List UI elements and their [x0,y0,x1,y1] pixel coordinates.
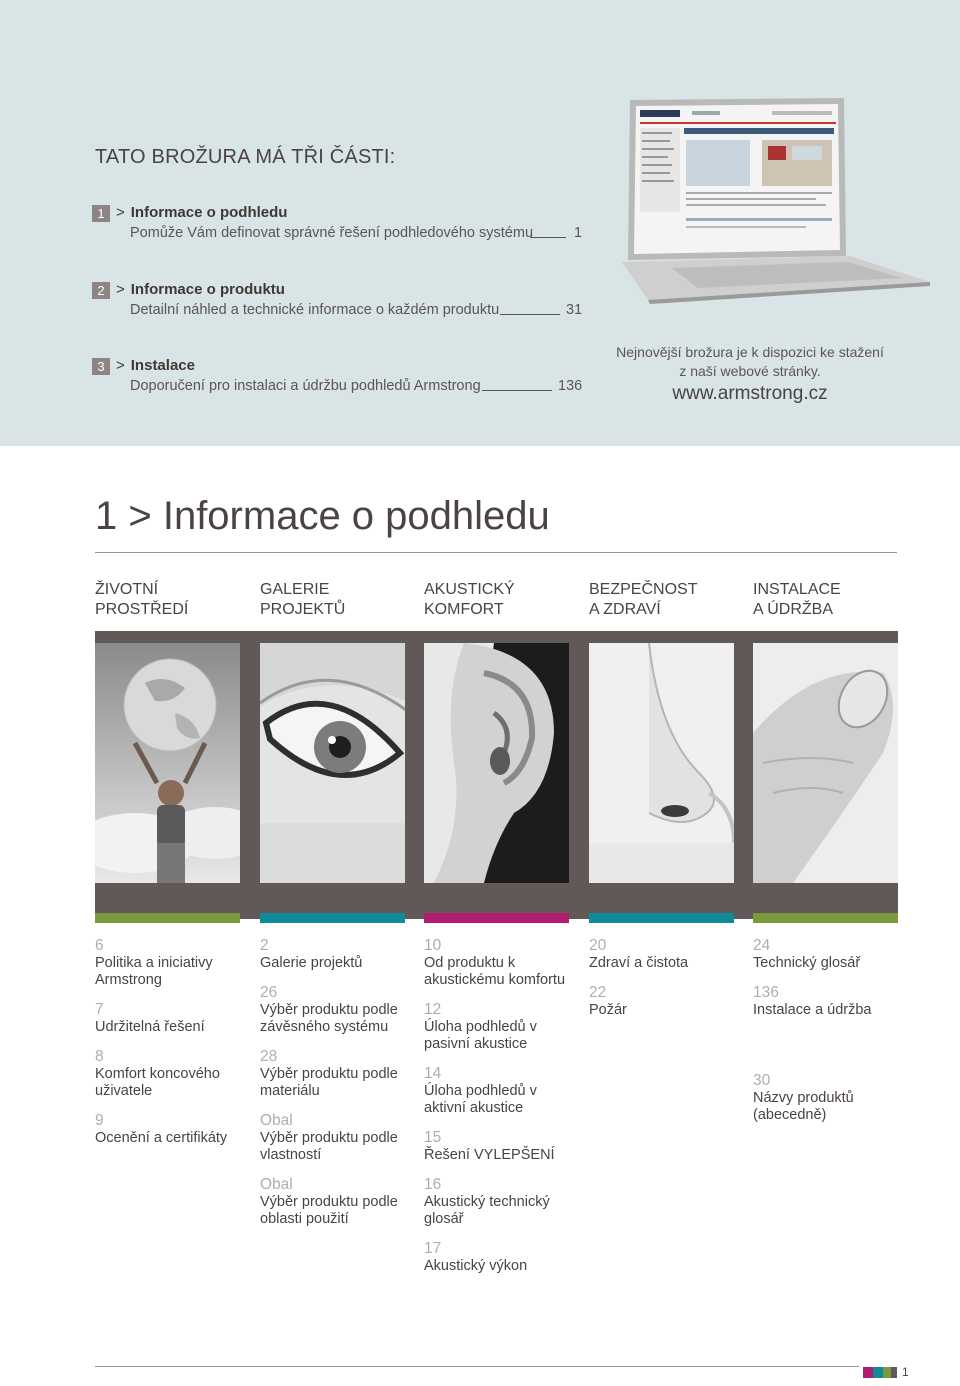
toc-entry-title: Výběr produktu podle materiálu [260,1066,398,1099]
toc-entry[interactable] [424,936,574,989]
toc-entry[interactable] [424,1175,574,1228]
toc-entry[interactable] [260,1047,410,1100]
toc-entry[interactable] [753,983,903,1019]
part-title: > Informace o produktu [116,281,285,298]
toc-entry-title: Výběr produktu podle závěsného systému [260,1002,398,1035]
toc-entry-title: Akustický výkon [424,1258,528,1274]
part-description: Doporučení pro instalaci a údržbu podhledů Armstrong [130,378,481,394]
leader-line [482,390,552,391]
toc-entry[interactable] [95,1047,245,1100]
toc-entry-title: Řešení VYLEPŠENÍ [424,1147,555,1163]
category-color-strip [424,913,569,923]
toc-entry-page: Obal [260,1176,293,1193]
toc-entry[interactable] [424,1239,574,1275]
ear-photo [424,643,569,883]
part-description: Pomůže Vám definovat správné řešení podhledového systému [130,225,534,241]
toc-entry[interactable] [260,1111,410,1164]
toc-entry[interactable] [753,1071,903,1124]
toc-entry-title: Zdraví a čistota [589,955,689,971]
part-page-number: 31 [566,302,583,318]
category-color-strip [95,913,240,923]
download-note: Nejnovější brožura je k dispozici ke stažení z naší webové stránky. [616,344,884,379]
footer-color-square [891,1367,897,1378]
toc-entry[interactable] [260,983,410,1036]
toc-entry-title: Ocenění a certifikáty [95,1130,228,1146]
nose-photo [589,643,734,883]
toc-entry-page: 7 [95,1001,104,1018]
toc-entry-page: 16 [424,1176,442,1193]
section-title: 1 > Informace o podhledu [95,494,550,538]
toc-entry[interactable] [260,1175,410,1228]
part-number: 3 [92,358,110,375]
toc-entry-title: Požár [589,1002,627,1018]
toc-entry-page: 14 [424,1065,442,1082]
category-label-acoustic: AKUSTICKÝ KOMFORT [424,581,515,618]
part-number: 1 [92,205,110,222]
toc-entry-page: 22 [589,984,607,1001]
toc-entry-title: Komfort koncového uživatele [95,1066,220,1099]
toc-entry-page: 15 [424,1129,442,1146]
column-acoustic [424,936,574,1286]
part-page-number: 136 [558,378,583,394]
eye-photo [260,643,405,883]
toc-entry-page: 24 [753,937,771,954]
column-environment [95,936,245,1158]
toc-entry-title: Od produktu k akustickému komfortu [424,955,566,988]
toc-entry-page: 6 [95,937,104,954]
toc-entry-page: 20 [589,937,607,954]
toc-entry[interactable] [95,1000,245,1036]
category-label-safety: BEZPEČNOST A ZDRAVÍ [589,581,698,618]
leader-line [530,237,566,238]
toc-entry-title: Technický glosář [753,955,861,971]
toc-entry-title: Udržitelná řešení [95,1019,205,1035]
toc-entry-page: 10 [424,937,442,954]
toc-entry[interactable] [753,936,903,972]
leader-line [500,314,560,315]
child-globe-photo [95,643,240,883]
page-number: 1 [902,1365,909,1379]
toc-entry-page: 9 [95,1112,104,1129]
toc-entry-page: 12 [424,1001,442,1018]
toc-entry-title: Akustický technický glosář [424,1194,550,1227]
intro-title: TATO BROŽURA MÁ TŘI ČÁSTI: [95,146,396,168]
toc-entry[interactable] [95,936,245,989]
toc-entry-title: Politika a iniciativy Armstrong [95,955,213,988]
toc-entry[interactable] [589,936,739,972]
toc-entry-page: 136 [753,984,779,1001]
toc-entry-page: 2 [260,937,269,954]
toc-entry-title: Instalace a údržba [753,1002,872,1018]
category-label-gallery: GALERIE PROJEKTŮ [260,581,346,618]
toc-entry[interactable] [589,983,739,1019]
column-installation [753,936,903,1135]
toc-entry-title: Výběr produktu podle vlastností [260,1130,398,1163]
category-color-strip [260,913,405,923]
toc-entry-page: 8 [95,1048,104,1065]
finger-photo [753,643,898,883]
toc-entry-title: Názvy produktů (abecedně) [753,1090,854,1123]
toc-entry[interactable] [424,1064,574,1117]
part-number: 2 [92,282,110,299]
part-description: Detailní náhled a technické informace o každém produktu [130,302,500,318]
footer-rule [95,1366,859,1367]
section-divider [95,552,897,553]
category-color-strip [589,913,734,923]
toc-entry-title: Úloha podhledů v pasivní akustice [424,1019,537,1052]
toc-entry-title: Úloha podhledů v aktivní akustice [424,1083,537,1116]
category-color-strip [753,913,898,923]
toc-entry-page: 26 [260,984,278,1001]
toc-entry-page: Obal [260,1112,293,1129]
column-gallery [260,936,410,1239]
part-title: > Instalace [116,357,195,374]
toc-entry[interactable] [424,1000,574,1053]
toc-entry-page: 30 [753,1072,771,1089]
toc-entry-page: 17 [424,1240,442,1257]
column-safety [589,936,739,1030]
website-link[interactable]: www.armstrong.cz [672,383,828,404]
toc-entry[interactable] [424,1128,574,1164]
category-label-environment: ŽIVOTNÍ PROSTŘEDÍ [95,581,189,618]
part-title: > Informace o podhledu [116,204,288,221]
category-label-installation: INSTALACE A ÚDRŽBA [753,581,841,618]
toc-entry[interactable] [260,936,410,972]
toc-entry-title: Výběr produktu podle oblasti použití [260,1194,398,1227]
toc-entry-title: Galerie projektů [260,955,363,971]
toc-entry[interactable] [95,1111,245,1147]
part-page-number: 1 [574,225,583,241]
laptop-illustration [612,96,932,306]
toc-entry-page: 28 [260,1048,278,1065]
